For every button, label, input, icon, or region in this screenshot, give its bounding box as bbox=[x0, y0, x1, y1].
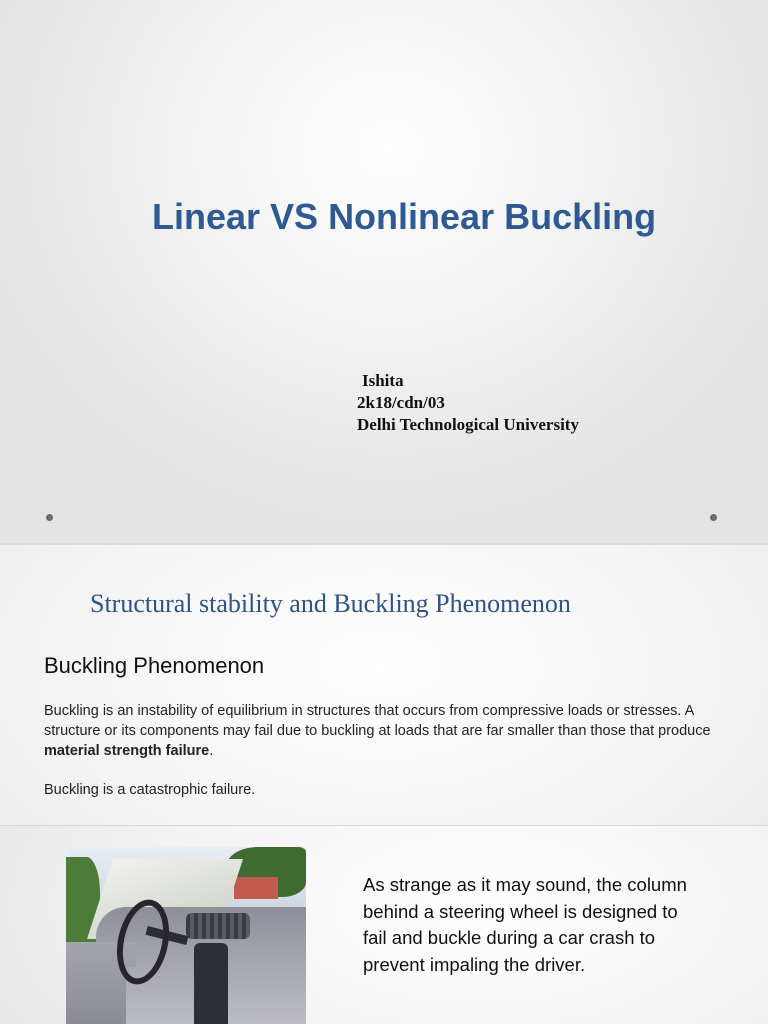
car-interior-photo bbox=[66, 847, 306, 1024]
steering-column-slide bbox=[0, 826, 768, 1024]
buckling-definition-text bbox=[44, 701, 714, 761]
catastrophic-failure-text: Buckling is a catastrophic failure. bbox=[44, 782, 256, 798]
definition-text-end: . bbox=[209, 743, 214, 759]
bullet-dot-icon bbox=[710, 514, 717, 521]
bullet-dot-icon bbox=[46, 514, 53, 521]
author-info bbox=[357, 370, 579, 436]
section-heading: Buckling Phenomenon bbox=[44, 653, 265, 678]
definition-bold-text: material strength failure bbox=[44, 743, 210, 759]
author-university: Delhi Technological University bbox=[357, 415, 579, 434]
presentation-title: Linear VS Nonlinear Buckling bbox=[152, 196, 657, 237]
definition-text-part: Buckling is an instability of equilibrium in structures that occurs from compressive loads or stresses. A structure or its components may fail due to buckling at loads that are far smaller than those that produce bbox=[44, 703, 711, 739]
slide-title: Structural stability and Buckling Phenomenon bbox=[90, 589, 571, 618]
steering-column-caption: As strange as it may sound, the column behind a steering wheel is designed to fail and buckle during a car crash to prevent impaling the driver. bbox=[363, 874, 687, 975]
author-roll-number: 2k18/cdn/03 bbox=[357, 393, 445, 412]
author-name: Ishita bbox=[362, 371, 404, 390]
buckling-slide bbox=[0, 545, 768, 825]
